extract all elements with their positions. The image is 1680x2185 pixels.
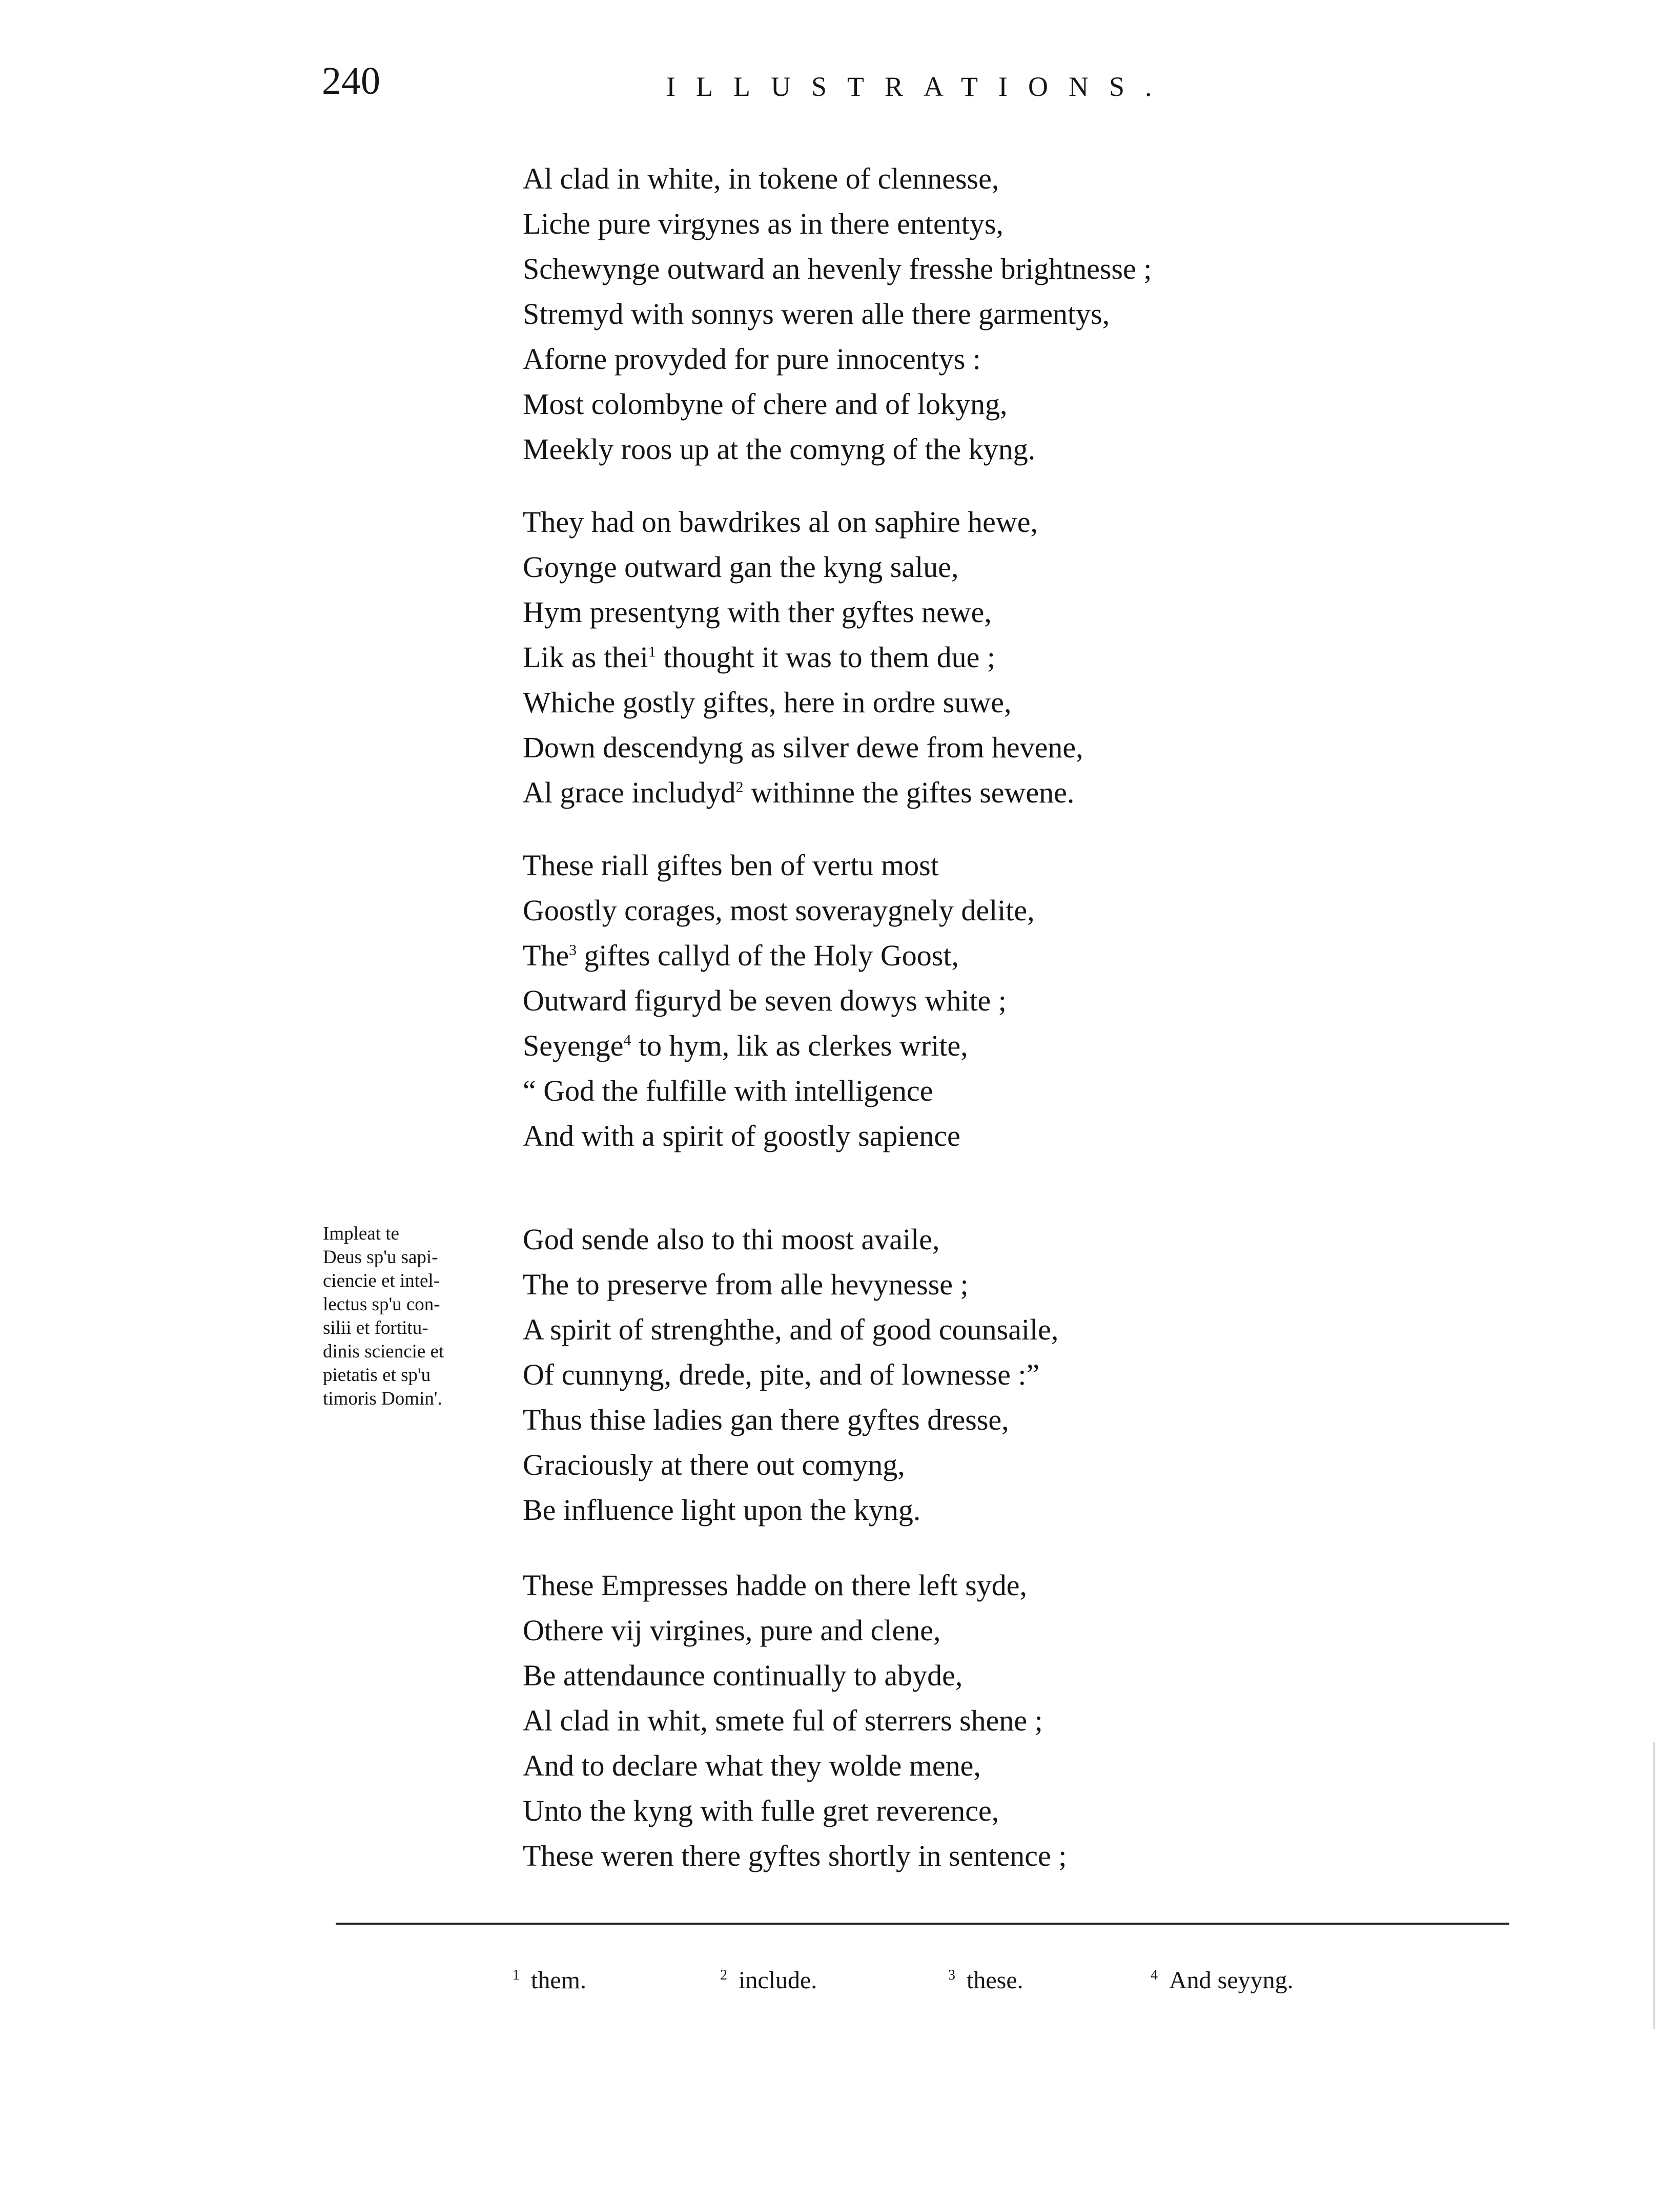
verse-line: Stremyd with sonnys weren alle there garmentys, <box>523 297 1110 331</box>
marginal-note-line: ciencie et intel- <box>323 1270 440 1291</box>
verse-line <box>523 770 1322 815</box>
marginal-note-line: Deus sp'u sapi- <box>323 1247 438 1268</box>
verse-line: They had on bawdrikes al on saphire hewe, <box>523 505 1038 539</box>
stanza-2 <box>523 500 1322 815</box>
footnote-4 <box>1151 1957 1294 1998</box>
verse-line: Aforne provyded for pure innocentys : <box>523 342 981 376</box>
verse-line: The to preserve from alle hevynesse ; <box>523 1268 969 1301</box>
marginal-note <box>323 1222 513 1411</box>
verse-line: Unto the kyng with fulle gret reverence, <box>523 1794 999 1827</box>
verse-line: Be attendaunce continually to abyde, <box>523 1659 963 1692</box>
verse-line: Graciously at there out comyng, <box>523 1448 905 1481</box>
stanza-4 <box>523 1217 1322 1533</box>
footnote-mark: 1 <box>513 1967 520 1983</box>
verse-line: Outward figuryd be seven dowys white ; <box>523 984 1007 1017</box>
verse-line: Down descendyng as silver dewe from hevene, <box>523 731 1083 764</box>
verse-text: Al grace includyd <box>523 776 736 809</box>
verse-line: Of cunnyng, drede, pite, and of lownesse :” <box>523 1358 1040 1391</box>
footnote-rule <box>336 1923 1509 1925</box>
verse-text: giftes callyd of the Holy Goost, <box>577 939 959 972</box>
scan-edge-shadow <box>1653 1742 1655 2029</box>
verse-line <box>523 1023 1322 1068</box>
stanza-3 <box>523 843 1322 1159</box>
footnote-text: these. <box>967 1967 1023 1994</box>
verse-line: Most colombyne of chere and of lokyng, <box>523 387 1008 421</box>
verse-line: These weren there gyftes shortly in sentence ; <box>523 1839 1067 1872</box>
verse-line: Whiche gostly giftes, here in ordre suwe, <box>523 686 1012 719</box>
verse-text: withinne the giftes sewene. <box>743 776 1075 809</box>
footnote-reference: 1 <box>648 643 656 661</box>
footnote-2 <box>720 1957 817 1998</box>
footnotes <box>0 1957 1680 1993</box>
footnote-reference: 2 <box>735 778 744 796</box>
verse-line: Al clad in white, in tokene of clennesse, <box>523 162 999 195</box>
footnote-mark: 3 <box>948 1967 955 1983</box>
footnote-text: include. <box>739 1967 817 1994</box>
footnote-reference: 4 <box>623 1032 631 1049</box>
verse-line: These Empresses hadde on there left syde, <box>523 1569 1028 1602</box>
marginal-note-line: silii et fortitu- <box>323 1317 428 1338</box>
footnote-reference: 3 <box>569 941 577 959</box>
verse-line: A spirit of strenghthe, and of good counsaile, <box>523 1313 1059 1346</box>
verse-text: The <box>523 939 569 972</box>
verse-line <box>523 635 1322 680</box>
stanza-1 <box>523 156 1322 472</box>
verse-line <box>523 933 1322 978</box>
verse-text: Seyenge <box>523 1029 624 1062</box>
footnote-mark: 4 <box>1151 1967 1158 1983</box>
verse-line: And with a spirit of goostly sapience <box>523 1119 960 1152</box>
marginal-note-line: lectus sp'u con- <box>323 1294 440 1315</box>
verse-line: These riall giftes ben of vertu most <box>523 849 939 882</box>
page-number: 240 <box>322 59 380 102</box>
footnote-3 <box>948 1957 1023 1998</box>
stanza-5 <box>523 1563 1322 1879</box>
verse-line: Meekly roos up at the comyng of the kyng. <box>523 432 1036 466</box>
verse-line: Al clad in whit, smete ful of sterrers shene ; <box>523 1704 1043 1737</box>
marginal-note-line: pietatis et sp'u <box>323 1365 431 1386</box>
verse-line: Goynge outward gan the kyng salue, <box>523 550 959 584</box>
verse-text: Lik as thei <box>523 641 648 674</box>
footnote-1 <box>513 1957 586 1998</box>
footnote-text: them. <box>531 1967 586 1994</box>
verse-line: And to declare what they wolde mene, <box>523 1749 981 1782</box>
verse-line: Thus thise ladies gan there gyftes dresse, <box>523 1403 1009 1436</box>
verse-line: “ God the fulfille with intelligence <box>523 1074 933 1107</box>
verse-line: Goostly corages, most soveraygnely delite, <box>523 894 1035 927</box>
verse-line: Liche pure virgynes as in there ententys, <box>523 207 1003 240</box>
verse-line: Schewynge outward an hevenly fresshe brightnesse ; <box>523 252 1152 285</box>
verse-text: to hym, lik as clerkes write, <box>631 1029 968 1062</box>
verse-line: Hym presentyng with ther gyftes newe, <box>523 595 992 629</box>
running-head: ILLUSTRATIONS. <box>666 71 1173 102</box>
marginal-note-line: timoris Domin'. <box>323 1388 442 1409</box>
marginal-note-line: Impleat te <box>323 1223 399 1244</box>
footnote-mark: 2 <box>720 1967 727 1983</box>
marginal-note-line: dinis sciencie et <box>323 1341 444 1362</box>
verse-text: thought it was to them due ; <box>655 641 995 674</box>
footnote-text: And seyyng. <box>1169 1967 1294 1994</box>
verse-line: Be influence light upon the kyng. <box>523 1493 921 1527</box>
verse-line: Othere vij virgines, pure and clene, <box>523 1614 941 1647</box>
verse-line: God sende also to thi moost availe, <box>523 1223 940 1256</box>
